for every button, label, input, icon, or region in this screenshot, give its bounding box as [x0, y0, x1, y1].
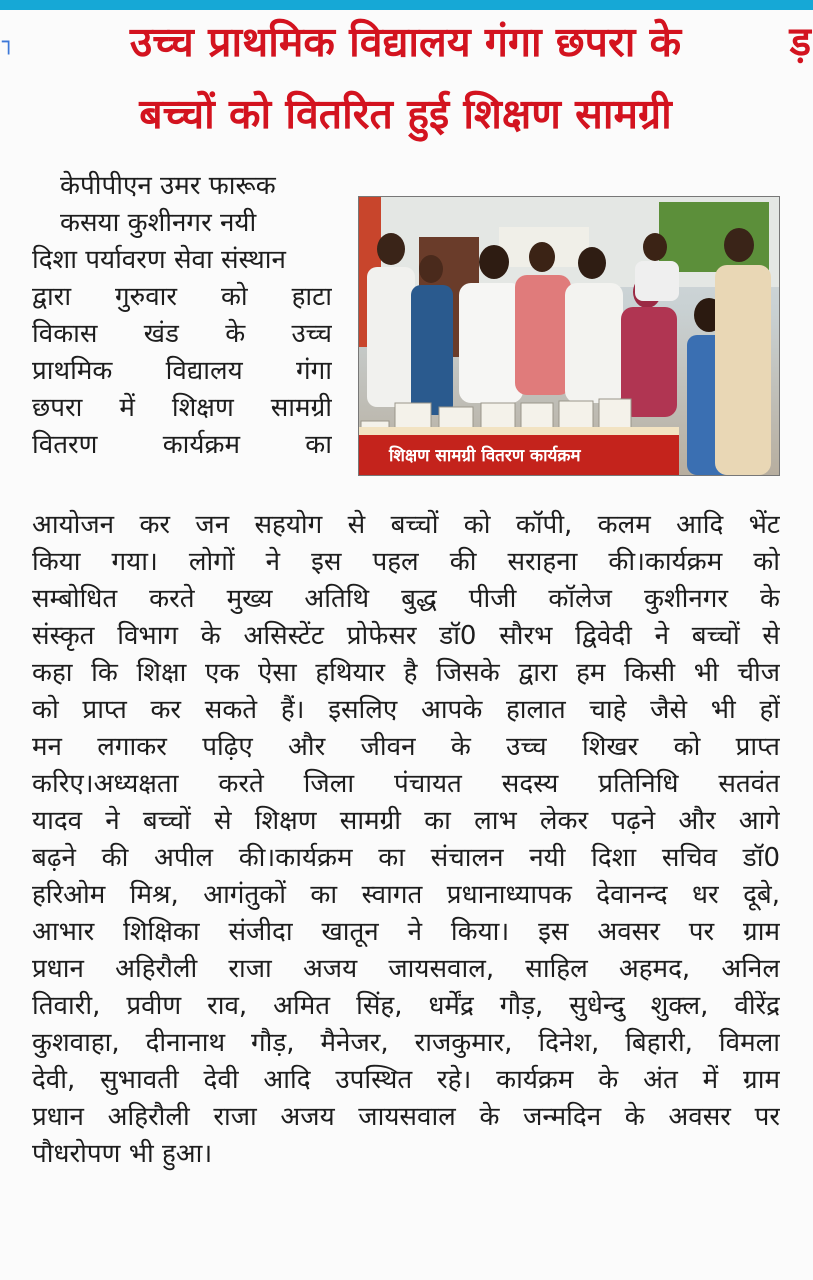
news-photo	[358, 196, 780, 476]
clipping-corner-mark: ┐	[2, 30, 16, 55]
article-body	[32, 507, 780, 1173]
article-line: प्राथमिक विद्यालय गंगा	[32, 356, 332, 386]
article-line: प्रधान अहिरौली राजा अजय जायसवाल के जन्मदिन के अवसर पर	[32, 1102, 780, 1132]
photo-banner-text: शिक्षण सामग्री वितरण कार्यक्रम	[389, 446, 581, 466]
article-intro-column	[32, 168, 332, 464]
article-line: कहा कि शिक्षा एक ऐसा हथियार है जिसके द्वारा हम किसी भी चीज	[32, 658, 780, 688]
article-line: छपरा में शिक्षण सामग्री	[32, 393, 332, 423]
article-line: द्वारा गुरुवार को हाटा	[32, 282, 332, 312]
article-line: देवी, सुभावती देवी आदि उपस्थित रहे। कार्यक्रम के अंत में ग्राम	[32, 1065, 780, 1095]
article-line: कुशवाहा, दीनानाथ गौड़, मैनेजर, राजकुमार, दिनेश, बिहारी, विमला	[32, 1028, 780, 1058]
article-line: यादव ने बच्चों से शिक्षण सामग्री का लाभ लेकर पढ़ने और आगे	[32, 806, 780, 836]
photo-illustration	[359, 197, 779, 475]
article-line: कसया कुशीनगर नयी	[60, 208, 257, 238]
article-line: हरिओम मिश्र, आगंतुकों का स्वागत प्रधानाध्यापक देवानन्द धर दूबे,	[32, 880, 780, 910]
article-line: वितरण कार्यक्रम का	[32, 430, 332, 460]
headline-line-2: बच्चों को वितरित हुई शिक्षण सामग्री	[139, 90, 672, 138]
article-line: संस्कृत विभाग के असिस्टेंट प्रोफेसर डॉ0 सौरभ द्विवेदी ने बच्चों से	[32, 621, 780, 651]
article-line: बढ़ने की अपील की।कार्यक्रम का संचालन नयी दिशा सचिव डॉ0	[32, 843, 780, 873]
article-line: आयोजन कर जन सहयोग से बच्चों को कॉपी, कलम आदि भेंट	[32, 510, 780, 540]
article-line: को प्राप्त कर सकते हैं। इसलिए आपके हालात चाहे जैसे भी हों	[32, 695, 780, 725]
headline	[18, 18, 793, 166]
adjacent-column-edge: ड़	[789, 19, 811, 65]
article-line: मन लगाकर पढ़िए और जीवन के उच्च शिखर को प्राप्त	[32, 732, 780, 762]
article-line: सम्बोधित करते मुख्य अतिथि बुद्ध पीजी कॉलेज कुशीनगर के	[32, 584, 780, 614]
top-color-bar	[0, 0, 813, 10]
article-line: दिशा पर्यावरण सेवा संस्थान	[32, 245, 286, 275]
headline-line-1: उच्च प्राथमिक विद्यालय गंगा छपरा के	[129, 18, 682, 66]
article-line: किया गया। लोगों ने इस पहल की सराहना की।कार्यक्रम को	[32, 547, 780, 577]
article-line: तिवारी, प्रवीण राव, अमित सिंह, धर्मेंद्र गौड़, सुधेन्दु शुक्ल, वीरेंद्र	[32, 991, 780, 1021]
article-line: प्रधान अहिरौली राजा अजय जायसवाल, साहिल अहमद, अनिल	[32, 954, 780, 984]
article-line: आभार शिक्षिका संजीदा खातून ने किया। इस अवसर पर ग्राम	[32, 917, 780, 947]
article-line: विकास खंड के उच्च	[32, 319, 332, 349]
byline-line: केपीपीएन उमर फारूक	[60, 171, 276, 201]
article-line: पौधरोपण भी हुआ।	[32, 1139, 213, 1169]
article-line: करिए।अध्यक्षता करते जिला पंचायत सदस्य प्रतिनिधि सतवंत	[32, 769, 780, 799]
